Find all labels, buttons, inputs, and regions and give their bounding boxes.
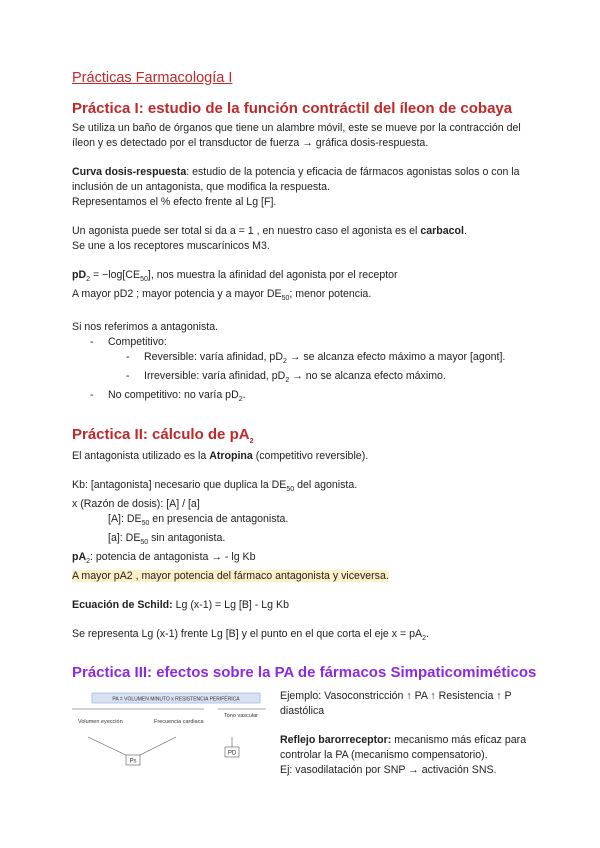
- diagram-vol-label: Volumen eyección: [78, 719, 123, 726]
- diagram-frec-label: Frecuencia cardiaca: [154, 719, 204, 726]
- ej-line: Ej: vasodilatación por SNP → activación SNS.: [280, 764, 497, 777]
- document-page: [72, 70, 542, 789]
- A-line: [A]: $DE_{50}$ en presencia de antagonista.: [108, 512, 289, 527]
- antagonist-list: [72, 335, 542, 407]
- a-line: [a]: $DE_{50}$ sin antagonista.: [108, 531, 226, 546]
- pa2-line: $pA_2$: potencia de antagonista → - lg Kb: [72, 550, 256, 565]
- diagram-line: [88, 737, 130, 757]
- antagonista-line: El antagonista utilizado es la Atropina (competitivo reversible).: [72, 449, 369, 462]
- pa-diagram: [72, 689, 272, 779]
- list-item: - Competitivo:: [72, 335, 542, 350]
- reflejo-line: Reflejo barorreceptor: mecanismo más eficaz para controlar la PA (mecanismo compensatorio).: [280, 734, 527, 762]
- list-item: - No competitivo: no varía $pD_2$.: [72, 388, 542, 407]
- x-line: x (Razón de dosis): [A] / [a]: [72, 497, 200, 510]
- page-title: Prácticas Farmacología I: [72, 70, 233, 86]
- practica-3-content: [72, 689, 542, 789]
- practica-3-heading: Práctica III: efectos sobre la PA de fármacos Simpaticomiméticos: [72, 664, 537, 682]
- curva-paragraph: Curva dosis-respuesta: estudio de la potencia y eficacia de fármacos agonistas solos o con la inclusión de un antagonista, que modifica la respuesta.: [72, 166, 520, 193]
- diagram-tono-label: Tono vascular: [224, 713, 258, 720]
- antagonista-intro: Si nos referimos a antagonista.: [72, 321, 219, 334]
- agonista-paragraph: Un agonista puede ser total si da a = 1 , en nuestro caso el agonista es el carbacol.: [72, 225, 467, 237]
- represent-line: Representamos el % efecto frente al Lg [F].: [72, 196, 277, 208]
- mayor-line: A mayor pD2 ; mayor potencia y a mayor $DE_{50}$; menor potencia.: [72, 288, 372, 303]
- kb-line: Kb: [antagonista] necesario que duplica la $DE_{50}$ del agonista.: [72, 478, 358, 493]
- pd2-line: $pD_2 = -\log[CE_{50}]$, nos muestra la afinidad del agonista por el receptor: [72, 269, 398, 284]
- diagram-pd-label: PD: [227, 750, 237, 757]
- practica-2-heading: Práctica II: cálculo de $pA_2$: [72, 425, 254, 445]
- practica-3-text: [280, 689, 542, 778]
- represent-schild-line: Se representa Lg (x-1) frente Lg [B] y el punto en el que corta el eje $x = pA_2$.: [72, 627, 429, 643]
- schild-line: Ecuación de Schild: Lg (x-1) = Lg [B] - Lg Kb: [72, 598, 289, 611]
- diagram-line: [136, 737, 176, 757]
- p1-intro: Se utiliza un baño de órganos que tiene un alambre móvil, este se mueve por la contracción del íleon y es detectado por el transductor de fuerza → gráfica dosis-respuesta.: [72, 122, 521, 149]
- ejemplo-line: Ejemplo: Vasoconstricción ↑ PA ↑ Resistencia ↑ P diastólica: [280, 690, 512, 718]
- list-item: - Reversible: varía afinidad, $pD_2$ → se alcanza efecto máximo a mayor [agont].: [72, 350, 542, 369]
- practica-1-heading: Práctica I: estudio de la función contráctil del íleon de cobaya: [72, 100, 513, 117]
- diagram-header-text: PA = VOLUMEN MINUTO x RESISTENCIA PERIFÉRICA: [112, 696, 240, 703]
- highlight-line: A mayor pA2 , mayor potencia del fármaco antagonista y viceversa.: [72, 569, 389, 582]
- diagram-ps-label: Ps: [129, 758, 137, 765]
- receptores-line: Se une a los receptores muscarínicos M3.: [72, 240, 270, 252]
- list-item: - Irreversible: varía afinidad, $pD_2$ → no se alcanza efecto máximo.: [72, 369, 542, 388]
